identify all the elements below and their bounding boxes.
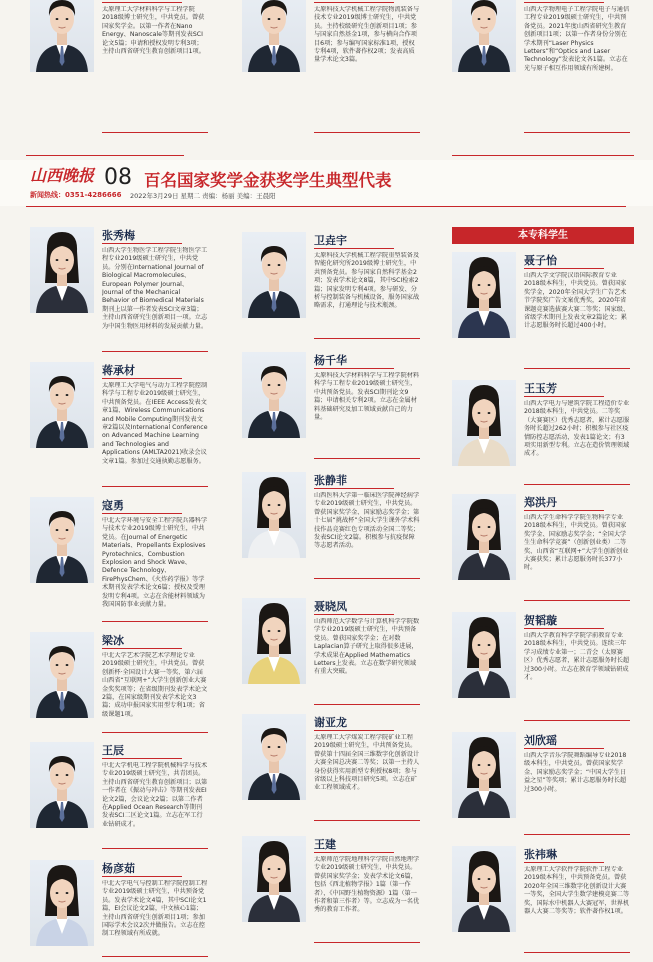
- student-card: [242, 352, 422, 462]
- top-rule: [26, 155, 184, 156]
- portrait-photo-frame: [452, 612, 516, 698]
- student-name: 寇勇: [102, 499, 124, 512]
- card-bottom-rule: [102, 486, 208, 487]
- name-underline: [314, 248, 394, 249]
- student-card: [30, 227, 210, 355]
- card-bottom-rule: [102, 351, 208, 352]
- card-bottom-rule: [524, 484, 630, 485]
- student-bio: 山西大学音乐学院舞蹈编导专业2018级本科生，中共党员。曾获国家奖学金、国家励志奖学金；“中国大学生日益之星”等奖项；累计志愿服务时长超过300小时。: [524, 752, 627, 793]
- student-card: [452, 846, 632, 956]
- student-bio: 中北大学机电工程学院机械科学与技术专业2019级硕士研究生，共青团员。主持山西省研究生教育创新项目；以第一作者在《振动与冲击》等期刊发表EI论文2篇，会议论文2篇；以第二作者在Applied Ocean Research等期刊发表SCI二区论文1篇。立志在军工行业钻研成才。: [102, 762, 208, 828]
- name-underline: [524, 748, 604, 749]
- student-card: [30, 632, 210, 736]
- student-bio: 山西医科大学第一临床医学院神经病学专业2019级硕士研究生，中共党员。曾获国家奖学金、国家励志奖学金；第十七届“挑战杯”全国大学生课外学术科技作品竞赛红色专项活动全国二等奖；发表SCI论文2篇。积极参与抗疫保障等志愿者活动。: [314, 492, 420, 550]
- card-bottom-rule: [524, 368, 630, 369]
- portrait-photo: [242, 598, 306, 684]
- portrait-photo-frame: [242, 0, 306, 72]
- student-card: [242, 0, 422, 136]
- student-bio: 中北大学环境与安全工程学院兵器科学与技术专业2019级博士研究生，中共党员。在Journal of Energetic Materials、Propellants Explosives Pyrotechnics、Combustion Explosion and Shock Wave、Defence Technology、FirePhysChem、《火炸药学报》等学术期刊发表学术论文6篇；授权及受理发明专利4项。立志在含能材料领域为我国国防事业贡献力量。: [102, 517, 208, 609]
- portrait-photo-frame: [452, 0, 516, 72]
- name-underline: [314, 368, 394, 369]
- student-card: [452, 380, 632, 488]
- student-bio: 山西大学文学院汉语国际教育专业2018级本科生，中共党员。曾获国家奖学金，2020年全国大学生广告艺术节学院奖广告文案优秀奖，2020年省课题竞赛选拔赛大赛二等奖；国家级、省级学术期刊上发表文章2篇论文；累计志愿服务时长超过400小时。: [524, 272, 630, 330]
- portrait-photo: [452, 732, 516, 818]
- portrait-photo: [452, 494, 516, 580]
- portrait-photo: [30, 0, 94, 72]
- student-bio: 中北大学电气与控制工程学院控制工程专业2019级硕士研究生，中共预备党员。发表学术论文4篇，其中SCI论文1篇，EI会议论文2篇，中文核心1篇；主持山西省研究生创新项目1项；参加国际学术会议2次并做报告。立志在控制工程领域有所成就。: [102, 880, 208, 938]
- student-name: 聂晓凤: [314, 600, 347, 613]
- student-card: [242, 836, 422, 946]
- student-name: 贺韬璇: [524, 614, 557, 627]
- student-name: 王辰: [102, 744, 124, 757]
- card-bottom-rule: [102, 732, 208, 733]
- portrait-photo-frame: [452, 494, 516, 580]
- student-bio: 太原理工大学材料科学与工程学院2018级博士研究生，中共党员。曾获国家奖学金。以第一作者在Nano Energy、Nanoscale等期刊发表SCI论文5篇；申请和授权发明专利3项；主持山西省研究生教育创新项目1项。: [102, 6, 205, 56]
- portrait-photo: [242, 836, 306, 922]
- date-editor-line: 2022年3月29日 星期二 责编：杨丽 美编：王晨阳: [130, 192, 276, 200]
- portrait-photo: [242, 472, 306, 558]
- card-bottom-rule: [102, 132, 208, 133]
- student-bio: 山西师范大学数学与计算机科学学院数学专业2019级硕士研究生，中共预备党员。曾获国家奖学金；在对数Laplacian算子研究上取得很多进展，学术成果在Applied Mathematics Letters上发表。立志在数学研究领域有重大突破。: [314, 618, 420, 676]
- portrait-photo: [30, 632, 94, 718]
- card-bottom-rule: [524, 952, 630, 953]
- name-underline: [102, 2, 182, 3]
- portrait-photo: [30, 227, 94, 313]
- portrait-photo: [242, 0, 306, 72]
- student-name: 杨彦茹: [102, 862, 135, 875]
- portrait-photo-frame: [30, 0, 94, 72]
- student-name: 郑洪丹: [524, 496, 557, 509]
- page-headline: 百名国家奖学金获奖学生典型代表: [144, 171, 392, 190]
- section-label-undergraduate: 本专科学生: [452, 227, 634, 244]
- portrait-photo: [452, 612, 516, 698]
- student-name: 张秀梅: [102, 229, 135, 242]
- portrait-photo-frame: [452, 380, 516, 466]
- student-name: 王建: [314, 838, 336, 851]
- student-card: [452, 612, 632, 724]
- card-bottom-rule: [102, 956, 208, 957]
- name-underline: [102, 243, 182, 244]
- portrait-photo: [30, 497, 94, 583]
- student-bio: 中北大学艺术学院艺术学理论专业2019级硕士研究生，中共党员。曾获创新杯·全国设计大赛一等奖、第六届山西省“互联网+”大学生创新创业大赛金奖奖项等；在省级期刊发表学术论文2篇，在国家级期刊发表学术论文3篇；成功申报国家实用型专利1项；省级课题1项。: [102, 652, 208, 718]
- portrait-photo-frame: [30, 632, 94, 718]
- top-rule: [452, 155, 634, 156]
- card-bottom-rule: [102, 621, 208, 622]
- portrait-photo-frame: [452, 846, 516, 932]
- card-bottom-rule: [524, 834, 630, 835]
- card-bottom-rule: [102, 848, 208, 849]
- portrait-photo: [242, 232, 306, 318]
- name-underline: [314, 852, 394, 853]
- student-card: [242, 232, 422, 342]
- student-bio: 太原科技大学材料科学与工程学院材料科学与工程专业2019级硕士研究生，中共预备党员。发表SCI期刊论文9篇；申请相关专利2项。立志在金属材料基础研究及加工领域贡献自己的力量。: [314, 372, 420, 422]
- card-bottom-rule: [314, 338, 420, 339]
- news-hotline: 新闻热线：0351-4286666: [30, 191, 122, 199]
- portrait-photo-frame: [242, 472, 306, 558]
- portrait-photo-frame: [452, 732, 516, 818]
- portrait-photo-frame: [242, 836, 306, 922]
- student-name: 蒋承材: [102, 364, 135, 377]
- page-number: 08: [104, 165, 132, 190]
- name-underline: [102, 648, 182, 649]
- student-card: [452, 732, 632, 838]
- masthead-logo: 山西晚报: [30, 166, 95, 185]
- name-underline: [524, 862, 604, 863]
- student-card: [242, 598, 422, 708]
- student-bio: 山西大学电力与建筑学院工程造价专业2018级本科生，中共党员。二等奖（大赛赛区）优秀志愿者，累计志愿服务时长超过262小时；积极参与社区疫情防控志愿活动，发表1篇论文；有3项实用新型专利。立志在造价管理领域成才。: [524, 400, 630, 458]
- name-underline: [314, 2, 394, 3]
- student-name: 刘欣瑶: [524, 734, 557, 747]
- portrait-photo-frame: [30, 860, 94, 946]
- name-underline: [524, 268, 604, 269]
- name-underline: [102, 876, 182, 877]
- portrait-photo-frame: [242, 598, 306, 684]
- portrait-photo: [30, 860, 94, 946]
- student-card: [30, 742, 210, 852]
- student-bio: 山西大学生命科学学院生物科学专业2018级本科生，中共党员。曾获国家奖学金、国家励志奖学金；“全国大学生生命科学竞赛”（创新创业类）二等奖、山西省“互联网+”大学生创新创业大赛获奖；累计志愿服务时长377小时。: [524, 514, 629, 572]
- portrait-photo-frame: [30, 742, 94, 828]
- student-card: [242, 714, 422, 824]
- name-underline: [524, 2, 604, 3]
- student-bio: 太原师范学院地理科学学院自然地理学专业2019级硕士研究生，中共党员。曾获国家奖学金；发表学术论文6篇，包括《西北植物学报》1篇（第一作者），《中国野生植物资源》1篇（第一作者和第三作者）等。立志成为一名优秀的教育工作者。: [314, 856, 420, 914]
- name-underline: [524, 510, 604, 511]
- name-underline: [102, 758, 182, 759]
- student-name: 张祎琳: [524, 848, 557, 861]
- card-bottom-rule: [524, 132, 630, 133]
- portrait-photo: [452, 252, 516, 338]
- card-bottom-rule: [314, 704, 420, 705]
- card-bottom-rule: [314, 942, 420, 943]
- student-card: [30, 860, 210, 960]
- student-bio: 太原理工大学软件学院软件工程专业2019级本科生，中共预备党员。曾获2020年全国三维数字化创新设计大赛一等奖，全国大学生数学建模竞赛二等奖，国际水中机器人大赛冠军，世界机器人大赛二等奖等；软件著作权1项。: [524, 866, 630, 916]
- portrait-photo-frame: [242, 232, 306, 318]
- student-name: 王玉芳: [524, 382, 557, 395]
- card-bottom-rule: [314, 458, 420, 459]
- card-bottom-rule: [314, 820, 420, 821]
- student-name: 聂子怡: [524, 254, 557, 267]
- name-underline: [524, 396, 604, 397]
- student-card: [30, 0, 210, 136]
- card-bottom-rule: [314, 132, 420, 133]
- student-card: [452, 494, 632, 604]
- portrait-photo: [452, 846, 516, 932]
- student-bio: 太原科技大学机械工程学院重型装备及智能化研究所2019级博士研究生，中共预备党员。参与国家自然科学基金2项；发表学术论文8篇，其中SCI检索2篇；国家发明专利4项。参与研发、分析与控制装备与机械设备，服务国家战略需求，打通理论与技术瓶颈。: [314, 252, 420, 310]
- card-bottom-rule: [314, 578, 420, 579]
- student-bio: 山西大学物理电子工程学院电子与通信工程专业2019级硕士研究生，中共预备党员。2021年度山西省研究生教育创新项目1项；以第一作者身份分别在学术期刊“Laser Physics Letters”和“Optics and Laser Technology”发表论文各1篇。立志在光与原子相互作用领域有所建树。: [524, 6, 630, 72]
- name-underline: [102, 513, 182, 514]
- portrait-photo-frame: [242, 714, 306, 800]
- student-bio: 山西大学教育科学学院学前教育专业2018级本科生，中共党员。连续三年学习成绩专业第一；二青会（太原赛区）优秀志愿者，累计志愿服务时长超过300小时。立志在教育学领域钻研成才。: [524, 632, 630, 682]
- masthead-rule: [26, 206, 626, 207]
- portrait-photo-frame: [30, 227, 94, 313]
- portrait-photo: [452, 380, 516, 466]
- portrait-photo: [242, 714, 306, 800]
- student-card: [30, 497, 210, 625]
- portrait-photo-frame: [30, 362, 94, 448]
- portrait-photo-frame: [242, 352, 306, 438]
- portrait-photo-frame: [30, 497, 94, 583]
- name-underline: [102, 378, 182, 379]
- student-card: [242, 472, 422, 582]
- student-card: [30, 362, 210, 490]
- card-bottom-rule: [524, 600, 630, 601]
- student-name: 张静菲: [314, 474, 347, 487]
- portrait-photo: [30, 362, 94, 448]
- student-bio: 太原理工大学电气与动力工程学院控制科学与工程专业2019级硕士研究生，中共预备党员。在IEEE Access发表文章1篇、Wireless Communications and Mobile Computing期刊发表文章2篇以及International Conference on Advanced Machine Learning and Technologies and Applications (AMLTA2021)收录会议文章1篇。参加过交通执勤志愿服务。: [102, 382, 208, 465]
- name-underline: [314, 488, 394, 489]
- student-bio: 山西大学生物医学工程学院生物医学工程专业2019级硕士研究生，中共党员。分别在International Journal of Biological Macromolecules、European Polymer Journal、Journal of the Mechanical Behavior of Biomedical Materials期刊上以第一作者发表SCI文章3篇；主持山西省研究生创新项目一项。立志为中国生物医用材料的发展贡献力量。: [102, 247, 208, 330]
- card-bottom-rule: [524, 720, 630, 721]
- portrait-photo: [452, 0, 516, 72]
- student-name: 梁冰: [102, 634, 124, 647]
- student-card: [452, 0, 632, 136]
- student-bio: 太原科技大学机械工程学院物流装备与技术专业2019级博士研究生，中共党员。主持校级研究生创新项目1项；参与国家自然基金1项，参与横向合作项目6项；参与编写国家标准1项，授权专利4项，软件著作权2项；发表高质量学术论文3篇。: [314, 6, 420, 64]
- student-name: 杨千华: [314, 354, 347, 367]
- portrait-photo: [242, 352, 306, 438]
- name-underline: [524, 628, 604, 629]
- student-name: 谢亚龙: [314, 716, 347, 729]
- student-bio: 太原理工大学煤炭工程学院矿业工程2019级硕士研究生，中共预备党员。曾获第十四届全国三维数字化创新设计大赛全国总决赛二等奖；以第一主持人身份获得实用新型专利授权8项；参与省级以上科技项目研究5项。立志在矿业工程领域成才。: [314, 734, 420, 792]
- name-underline: [314, 614, 394, 615]
- portrait-photo: [30, 742, 94, 828]
- portrait-photo-frame: [452, 252, 516, 338]
- student-name: 卫垚宇: [314, 234, 347, 247]
- student-card: [452, 252, 632, 372]
- name-underline: [314, 730, 394, 731]
